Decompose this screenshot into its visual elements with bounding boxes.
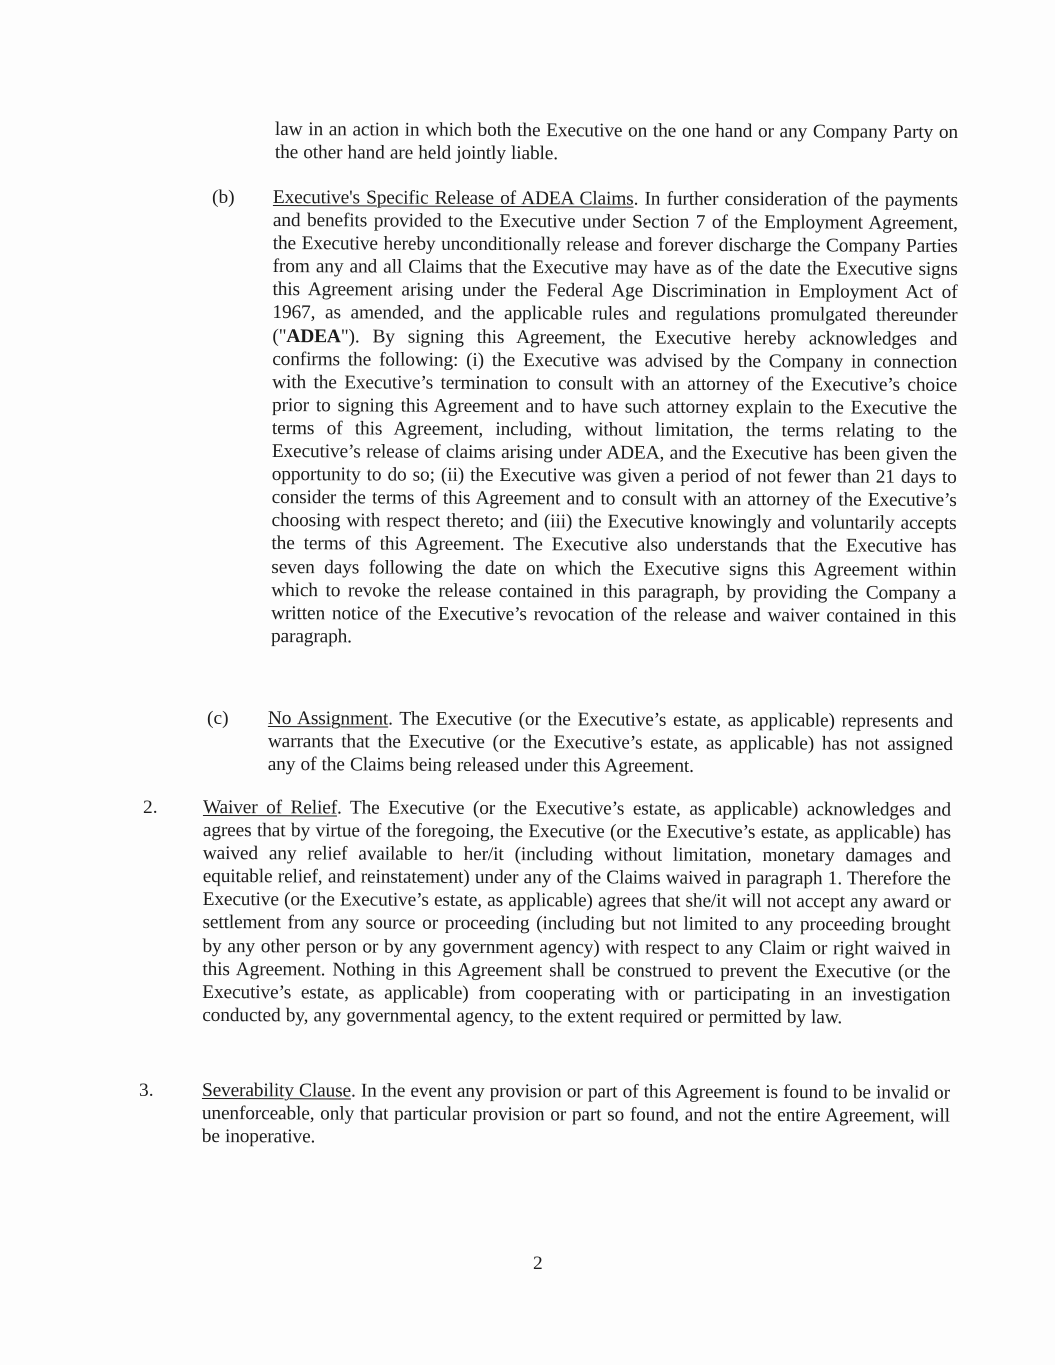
section-text: . In further consideration of the payments and benefits provided to the Executive under Section 7 of the Employment Agreement, the Executive hereby unconditionally release and forever discharge the Company Parties from any and all Claims that the Executive may have as of the date the Executive signs this Agreement arising under the Federal Age Discrimination in Employment Act of 1967, as amended, and the applicable rules and regulations promulgated thereunder (" bbox=[272, 188, 958, 347]
section-label-b: (b) bbox=[212, 187, 235, 208]
section-label-c: (c) bbox=[207, 708, 229, 729]
section-label-3: 3. bbox=[139, 1080, 154, 1101]
page-number: 2 bbox=[533, 1253, 543, 1274]
section-text: . The Executive (or the Executive’s estate, as applicable) represents and warrants that the Executive (or the Executive’s estate, as applicable) has not assigned any of the Claims being released under this Agreement. bbox=[267, 708, 953, 778]
section-3-severability bbox=[202, 1079, 950, 1151]
section-c-no-assignment bbox=[268, 707, 953, 779]
section-2-waiver-of-relief bbox=[202, 796, 951, 1030]
section-heading: Severability Clause bbox=[201, 1080, 351, 1102]
continuation-text: law in an action in which both the Executive on the one hand or any Company Party on the other hand are held jointly liable. bbox=[274, 118, 958, 165]
section-text-continued: "). By signing this Agreement, the Executive hereby acknowledges and confirms the following: (i) the Executive was advised by the Company in connection with the Executive’s termination to consult with an attorney of the Executive’s choice prior to signing this Agreement and to have such attorney explain to the Executive the terms of this Agreement, including, without limitation, the terms relating to the Executive’s release of claims arising under ADEA, and the Executive has been given the opportunity to do so; (ii) the Executive was given a period of not fewer than 21 days to consider the terms of this Agreement and to consult with an attorney of the Executive’s choosing with respect thereto; and (iii) the Executive knowingly and voluntarily accepts the terms of this Agreement. The Executive also understands that the Executive has seven days following the date on which the Executive signs this Agreement within which to revoke the release contained in this paragraph, by providing the Company a written notice of the Executive’s revocation of the release and waiver contained in this paragraph. bbox=[270, 325, 958, 648]
section-heading: Waiver of Relief bbox=[202, 797, 338, 819]
continuation-paragraph bbox=[275, 118, 958, 167]
section-b-adea-release bbox=[271, 186, 958, 651]
defined-term-adea: ADEA bbox=[286, 325, 341, 347]
section-heading: No Assignment bbox=[267, 708, 389, 730]
section-text: . In the event any provision or part of this Agreement is found to be invalid or unenforceable, only that particular provision or part so found, and not the entire Agreement, will be inoperative. bbox=[201, 1080, 950, 1148]
section-text: . The Executive (or the Executive’s estate, as applicable) acknowledges and agrees that by virtue of the foregoing, the Executive (or the Executive’s estate, as applicable) has waived any relief available to her/it (including without limitation, monetary damages and equitable relief, and reinstatement) under any of the Claims waived in paragraph 1. Therefore the Executive (or the Executive’s estate, as applicable) agrees that she/it will not accept any award or settlement from any source or proceeding (including but not limited to any proceeding brought by any other person or by any government agency) with respect to any Claim or right waived in this Agreement. Nothing in this Agreement shall be construed to prevent the Executive (or the Executive’s estate, as applicable) from cooperating with or participating in an investigation conducted by, any governmental agency, to the extent required or permitted by law. bbox=[202, 797, 951, 1029]
section-label-2: 2. bbox=[143, 797, 158, 818]
section-heading: Executive's Specific Release of ADEA Claims bbox=[272, 186, 634, 210]
